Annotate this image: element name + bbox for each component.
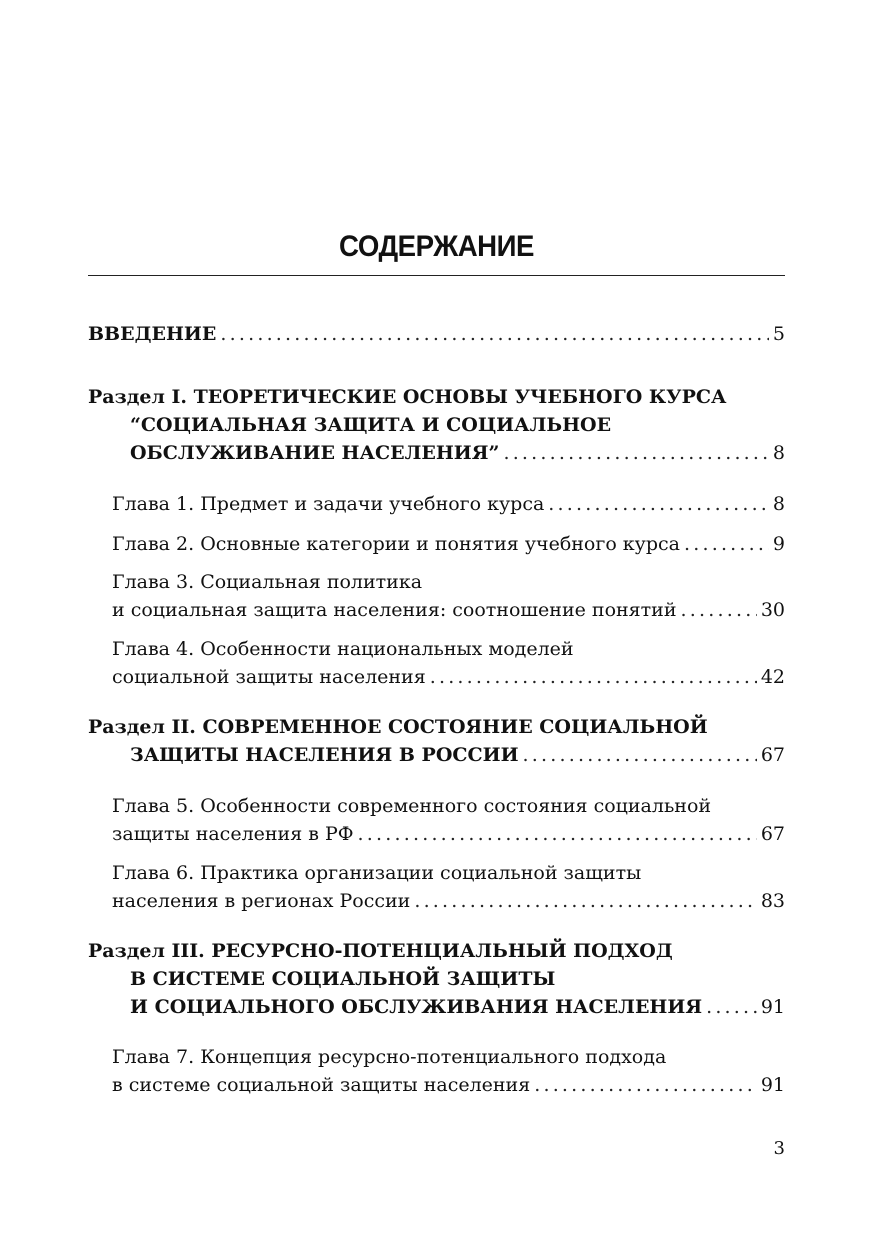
title-divider	[88, 275, 785, 276]
section-line: В СИСТЕМЕ СОЦИАЛЬНОЙ ЗАЩИТЫ	[130, 968, 556, 990]
toc-section-2[interactable]	[88, 713, 785, 769]
leader-dots	[681, 596, 757, 624]
chapter-line: Глава 4. Особенности национальных моделей	[112, 638, 574, 660]
entry-page: 5	[772, 323, 785, 345]
leader-dots	[220, 320, 769, 348]
toc-chapter-1[interactable]	[88, 490, 785, 518]
toc-title: СОДЕРЖАНИЕ	[339, 230, 534, 263]
toc-chapter-4[interactable]	[88, 635, 785, 691]
chapter-line: Глава 5. Особенности современного состояния социальной	[112, 795, 712, 817]
section-page: 91	[760, 996, 785, 1018]
leader-dots	[523, 741, 757, 769]
leader-dots	[684, 530, 769, 558]
section-line: ЗАЩИТЫ НАСЕЛЕНИЯ В РОССИИ	[130, 744, 519, 766]
leader-dots	[534, 1071, 757, 1099]
section-page: 67	[760, 744, 785, 766]
toc-section-1[interactable]	[88, 383, 785, 467]
chapter-page: 8	[772, 493, 785, 515]
section-line: Раздел II. СОВРЕМЕННОЕ СОСТОЯНИЕ СОЦИАЛЬНОЙ	[88, 716, 708, 738]
chapter-line: и социальная защита населения: соотношение понятий	[112, 599, 677, 621]
chapter-line: Глава 7. Концепция ресурсно-потенциального подхода	[112, 1046, 667, 1068]
chapter-page: 67	[760, 823, 785, 845]
chapter-line: Глава 2. Основные категории и понятия учебного курса	[112, 533, 680, 555]
section-page: 8	[772, 442, 785, 464]
toc-entry-intro[interactable]	[88, 320, 785, 348]
leader-dots	[503, 439, 768, 467]
toc-chapter-7[interactable]	[88, 1043, 785, 1099]
toc-chapter-2[interactable]	[88, 530, 785, 558]
toc-chapter-6[interactable]	[88, 859, 785, 915]
chapter-line: в системе социальной защиты населения	[112, 1074, 531, 1096]
leader-dots	[706, 993, 757, 1021]
toc-section-3[interactable]	[88, 937, 785, 1021]
section-line: “СОЦИАЛЬНАЯ ЗАЩИТА И СОЦИАЛЬНОЕ	[130, 414, 612, 436]
page-number: 3	[773, 1138, 785, 1159]
chapter-page: 9	[772, 533, 785, 555]
toc-chapter-5[interactable]	[88, 792, 785, 848]
chapter-line: Глава 1. Предмет и задачи учебного курса	[112, 493, 545, 515]
leader-dots	[430, 663, 757, 691]
leader-dots	[358, 820, 757, 848]
leader-dots	[414, 887, 756, 915]
chapter-line: Глава 3. Социальная политика	[112, 571, 423, 593]
chapter-page: 30	[760, 599, 785, 621]
chapter-page: 91	[760, 1074, 785, 1096]
chapter-page: 83	[760, 890, 785, 912]
section-line: Раздел III. РЕСУРСНО-ПОТЕНЦИАЛЬНЫЙ ПОДХОД	[88, 940, 673, 962]
section-line: И СОЦИАЛЬНОГО ОБСЛУЖИВАНИЯ НАСЕЛЕНИЯ	[130, 996, 703, 1018]
section-line: Раздел I. ТЕОРЕТИЧЕСКИЕ ОСНОВЫ УЧЕБНОГО КУРСА	[88, 386, 727, 408]
section-line: ОБСЛУЖИВАНИЕ НАСЕЛЕНИЯ”	[130, 442, 500, 464]
toc-page	[88, 0, 785, 1240]
chapter-line: Глава 6. Практика организации социальной защиты	[112, 862, 642, 884]
entry-label: ВВЕДЕНИЕ	[88, 323, 217, 345]
chapter-page: 42	[760, 666, 785, 688]
toc-chapter-3[interactable]	[88, 568, 785, 624]
leader-dots	[548, 490, 769, 518]
chapter-line: населения в регионах России	[112, 890, 411, 912]
chapter-line: защиты населения в РФ	[112, 823, 354, 845]
chapter-line: социальной защиты населения	[112, 666, 426, 688]
